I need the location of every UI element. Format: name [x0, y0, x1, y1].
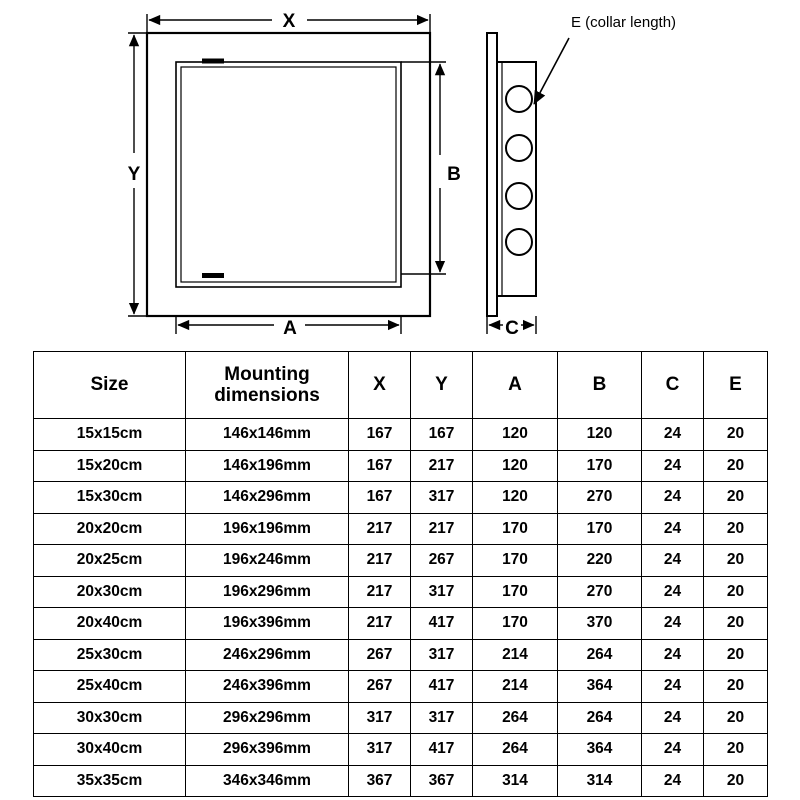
cell-e: 20 — [704, 734, 768, 766]
cell-mounting: 196x396mm — [186, 608, 349, 640]
cell-a: 264 — [473, 702, 558, 734]
cell-mounting: 296x396mm — [186, 734, 349, 766]
label-x: X — [282, 11, 296, 32]
column-header-mounting-dimensions: Mounting dimensions — [186, 352, 349, 419]
cell-a: 214 — [473, 671, 558, 703]
cell-a: 170 — [473, 576, 558, 608]
side-view — [487, 33, 536, 316]
cell-b: 314 — [558, 765, 642, 797]
cell-size: 30x40cm — [34, 734, 186, 766]
label-e: E (collar length) — [571, 14, 677, 31]
cell-b: 120 — [558, 419, 642, 451]
cell-y: 267 — [411, 545, 473, 577]
cell-size: 20x30cm — [34, 576, 186, 608]
cell-c: 24 — [642, 482, 704, 514]
label-y: Y — [127, 164, 141, 185]
cell-e: 20 — [704, 450, 768, 482]
cell-a: 314 — [473, 765, 558, 797]
column-header-x: X — [349, 352, 411, 419]
cell-size: 15x15cm — [34, 419, 186, 451]
cell-c: 24 — [642, 671, 704, 703]
cell-mounting: 246x296mm — [186, 639, 349, 671]
cell-c: 24 — [642, 702, 704, 734]
cell-y: 317 — [411, 576, 473, 608]
table-row — [34, 419, 768, 451]
label-c: C — [505, 318, 519, 339]
table-row — [34, 608, 768, 640]
cell-size: 30x30cm — [34, 702, 186, 734]
cell-mounting: 196x196mm — [186, 513, 349, 545]
cell-b: 170 — [558, 513, 642, 545]
table-row — [34, 450, 768, 482]
cell-c: 24 — [642, 545, 704, 577]
cell-a: 170 — [473, 608, 558, 640]
cell-b: 264 — [558, 639, 642, 671]
cell-e: 20 — [704, 545, 768, 577]
table-row — [34, 671, 768, 703]
cell-b: 270 — [558, 482, 642, 514]
cell-e: 20 — [704, 608, 768, 640]
cell-mounting: 146x296mm — [186, 482, 349, 514]
cell-e: 20 — [704, 765, 768, 797]
cell-b: 370 — [558, 608, 642, 640]
cell-mounting: 346x346mm — [186, 765, 349, 797]
column-header-a: A — [473, 352, 558, 419]
cell-c: 24 — [642, 450, 704, 482]
cell-size: 25x40cm — [34, 671, 186, 703]
cell-a: 120 — [473, 419, 558, 451]
table-row — [34, 482, 768, 514]
cell-c: 24 — [642, 639, 704, 671]
cell-e: 20 — [704, 513, 768, 545]
cell-c: 24 — [642, 734, 704, 766]
cell-c: 24 — [642, 608, 704, 640]
table-row — [34, 734, 768, 766]
cell-size: 20x40cm — [34, 608, 186, 640]
cell-y: 367 — [411, 765, 473, 797]
cell-x: 317 — [349, 702, 411, 734]
cell-mounting: 196x246mm — [186, 545, 349, 577]
cell-b: 220 — [558, 545, 642, 577]
cell-a: 170 — [473, 545, 558, 577]
cell-mounting: 146x196mm — [186, 450, 349, 482]
cell-mounting: 296x296mm — [186, 702, 349, 734]
cell-c: 24 — [642, 765, 704, 797]
column-header-b: B — [558, 352, 642, 419]
label-b: B — [447, 164, 461, 185]
cell-mounting: 246x396mm — [186, 671, 349, 703]
cell-e: 20 — [704, 671, 768, 703]
cell-b: 270 — [558, 576, 642, 608]
cell-e: 20 — [704, 639, 768, 671]
technical-drawing — [0, 0, 800, 350]
cell-x: 267 — [349, 639, 411, 671]
cell-x: 367 — [349, 765, 411, 797]
cell-e: 20 — [704, 576, 768, 608]
column-header-size: Size — [34, 352, 186, 419]
table-row — [34, 765, 768, 797]
column-header-c: C — [642, 352, 704, 419]
cell-mounting: 196x296mm — [186, 576, 349, 608]
cell-c: 24 — [642, 513, 704, 545]
cell-size: 35x35cm — [34, 765, 186, 797]
cell-y: 167 — [411, 419, 473, 451]
cell-b: 364 — [558, 671, 642, 703]
cell-x: 167 — [349, 419, 411, 451]
cell-x: 217 — [349, 545, 411, 577]
cell-y: 317 — [411, 702, 473, 734]
cell-c: 24 — [642, 419, 704, 451]
cell-b: 264 — [558, 702, 642, 734]
spec-table-container — [33, 351, 767, 797]
cell-b: 170 — [558, 450, 642, 482]
column-header-y: Y — [411, 352, 473, 419]
cell-c: 24 — [642, 576, 704, 608]
cell-a: 264 — [473, 734, 558, 766]
cell-y: 317 — [411, 639, 473, 671]
cell-y: 417 — [411, 608, 473, 640]
cell-y: 417 — [411, 671, 473, 703]
cell-e: 20 — [704, 419, 768, 451]
cell-a: 170 — [473, 513, 558, 545]
front-view — [147, 33, 430, 316]
cell-y: 217 — [411, 513, 473, 545]
cell-a: 120 — [473, 482, 558, 514]
cell-size: 15x20cm — [34, 450, 186, 482]
table-row — [34, 545, 768, 577]
table-row — [34, 639, 768, 671]
cell-size: 20x25cm — [34, 545, 186, 577]
table-row — [34, 576, 768, 608]
label-a: A — [283, 318, 297, 339]
cell-size: 20x20cm — [34, 513, 186, 545]
cell-x: 167 — [349, 450, 411, 482]
cell-y: 317 — [411, 482, 473, 514]
cell-e: 20 — [704, 482, 768, 514]
table-row — [34, 513, 768, 545]
spec-table — [33, 351, 768, 797]
cell-e: 20 — [704, 702, 768, 734]
cell-a: 120 — [473, 450, 558, 482]
cell-size: 25x30cm — [34, 639, 186, 671]
table-body — [34, 419, 768, 797]
cell-b: 364 — [558, 734, 642, 766]
cell-size: 15x30cm — [34, 482, 186, 514]
cell-a: 214 — [473, 639, 558, 671]
cell-mounting: 146x146mm — [186, 419, 349, 451]
table-row — [34, 702, 768, 734]
table-header-row — [34, 352, 768, 419]
callout-e — [534, 38, 569, 104]
cell-x: 217 — [349, 576, 411, 608]
cell-x: 217 — [349, 608, 411, 640]
cell-x: 217 — [349, 513, 411, 545]
cell-x: 267 — [349, 671, 411, 703]
cell-y: 217 — [411, 450, 473, 482]
cell-x: 317 — [349, 734, 411, 766]
cell-x: 167 — [349, 482, 411, 514]
cell-y: 417 — [411, 734, 473, 766]
column-header-e: E — [704, 352, 768, 419]
